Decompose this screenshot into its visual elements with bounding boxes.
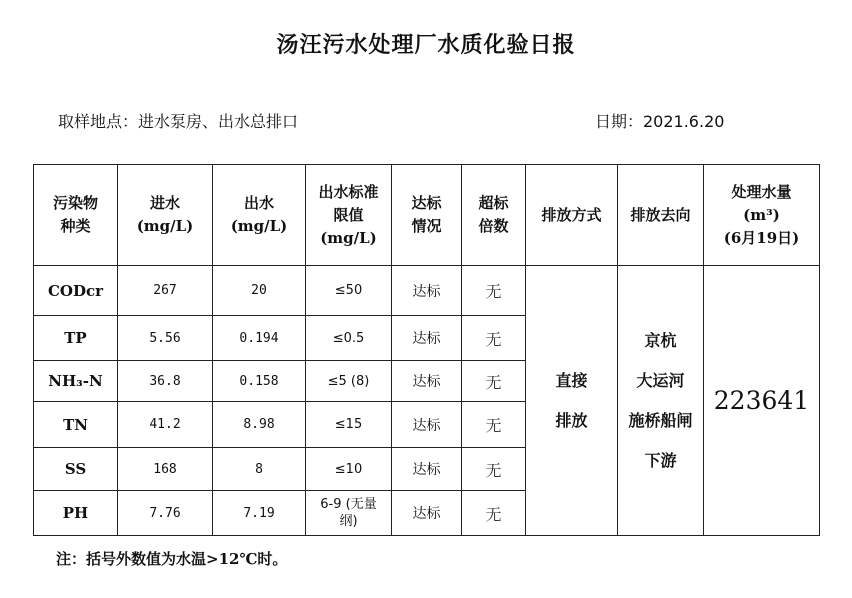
header-date: (6月19日) [723, 228, 800, 247]
compliance-status: 达标 [392, 316, 462, 361]
exceed-ratio: 无 [462, 361, 526, 402]
header-text: 排放去向 [630, 205, 691, 224]
header-text: 处理水量 [731, 182, 792, 201]
header-text: 污染物 [52, 194, 98, 212]
header-unit: (m³) [743, 205, 780, 224]
outflow-value: 20 [213, 266, 306, 316]
discharge-method [526, 266, 618, 536]
treated-volume: 223641 [704, 266, 820, 536]
inflow-value: 267 [118, 266, 213, 316]
exceed-ratio: 无 [462, 316, 526, 361]
compliance-status: 达标 [392, 361, 462, 402]
inflow-value: 41.2 [118, 402, 213, 448]
header-compliance [392, 165, 462, 266]
exceed-ratio: 无 [462, 491, 526, 536]
inflow-value: 36.8 [118, 361, 213, 402]
discharge-destination-text: 京杭 [644, 330, 677, 350]
pollutant-name: TP [34, 316, 118, 361]
limit-value: ≤15 [306, 402, 392, 448]
limit-value: ≤5 (8) [306, 361, 392, 402]
limit-text: 6-9 (无量 [320, 497, 377, 512]
header-text: 超标 [478, 194, 509, 212]
limit-value: ≤50 [306, 266, 392, 316]
compliance-status: 达标 [392, 448, 462, 491]
outflow-value: 0.158 [213, 361, 306, 402]
header-unit: (mg/L) [230, 217, 288, 235]
outflow-value: 8.98 [213, 402, 306, 448]
sampling-location: 取样地点：进水泵房、出水总排口 [58, 112, 299, 131]
pollutant-name: SS [34, 448, 118, 491]
header-pollutant-type [34, 165, 118, 266]
header-treated-volume [704, 165, 820, 266]
inflow-value: 5.56 [118, 316, 213, 361]
discharge-destination-text: 大运河 [636, 370, 685, 390]
report-title: 汤汪污水处理厂水质化验日报 [276, 33, 576, 58]
header-exceed-ratio [462, 165, 526, 266]
compliance-status: 达标 [392, 491, 462, 536]
limit-value: ≤10 [306, 448, 392, 491]
discharge-destination [618, 266, 704, 536]
header-discharge-method [526, 165, 618, 266]
compliance-status: 达标 [392, 402, 462, 448]
exceed-ratio: 无 [462, 402, 526, 448]
inflow-value: 168 [118, 448, 213, 491]
pollutant-name: PH [34, 491, 118, 536]
discharge-destination-text: 施桥船闸 [628, 410, 693, 430]
header-text: 排放方式 [541, 205, 602, 224]
header-text: 达标 [411, 194, 442, 212]
header-text: 种类 [60, 217, 91, 235]
header-text: 限值 [333, 205, 364, 224]
outflow-value: 0.194 [213, 316, 306, 361]
footnote: 注：括号外数值为水温>12℃时。 [56, 550, 288, 568]
header-text: 出水标准 [318, 182, 379, 201]
header-text: 进水 [149, 194, 180, 212]
header-unit: (mg/L) [136, 217, 194, 235]
header-limit [306, 165, 392, 266]
outflow-value: 7.19 [213, 491, 306, 536]
pollutant-name: NH₃-N [34, 361, 118, 402]
inflow-value: 7.76 [118, 491, 213, 536]
outflow-value: 8 [213, 448, 306, 491]
exceed-ratio: 无 [462, 448, 526, 491]
header-unit: (mg/L) [320, 228, 377, 247]
header-discharge-destination [618, 165, 704, 266]
limit-text: 纲) [339, 514, 358, 529]
pollutant-name: TN [34, 402, 118, 448]
water-quality-table [33, 164, 820, 536]
exceed-ratio: 无 [462, 266, 526, 316]
discharge-destination-text: 下游 [644, 450, 677, 470]
table-row [34, 266, 820, 316]
compliance-status: 达标 [392, 266, 462, 316]
header-text: 情况 [411, 217, 442, 235]
limit-value [306, 491, 392, 536]
header-outflow [213, 165, 306, 266]
limit-value: ≤0.5 [306, 316, 392, 361]
discharge-method-text: 排放 [555, 410, 588, 430]
pollutant-name: CODcr [34, 266, 118, 316]
header-inflow [118, 165, 213, 266]
header-text: 出水 [243, 194, 274, 212]
report-date: 日期：2021.6.20 [595, 112, 725, 131]
header-row [34, 165, 820, 266]
header-text: 倍数 [478, 217, 509, 235]
discharge-method-text: 直接 [555, 370, 588, 390]
